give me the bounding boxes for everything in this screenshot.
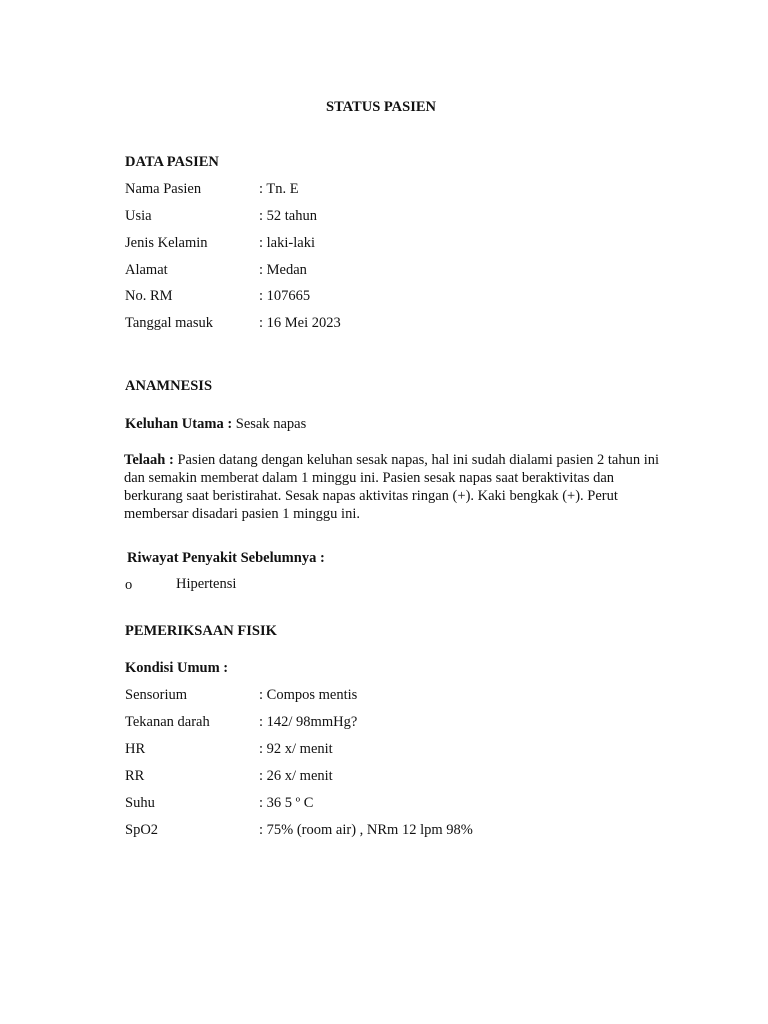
field-label: Sensorium bbox=[125, 687, 188, 703]
field-label: Jenis Kelamin bbox=[125, 235, 208, 251]
field-label: RR bbox=[125, 768, 145, 784]
telaah-text: Pasien datang dengan keluhan sesak napas, hal ini sudah dialami pasien 2 tahun ini dan semakin memberat dalam 1 minggu ini. Pasien sesak napas saat beraktivitas dan berkurang saat beristirahat. Sesak napas aktivitas ringan (+). Kaki bengkak (+). Perut membersar disadari pasien 1 minggu ini. bbox=[124, 452, 660, 522]
list-item: Hipertensi bbox=[176, 576, 237, 592]
field-value: : Tn. E bbox=[259, 181, 299, 197]
field-value: : 36 5 º C bbox=[259, 795, 314, 811]
telaah-label: Telaah : bbox=[124, 452, 174, 468]
field-value: : 26 x/ menit bbox=[259, 768, 333, 784]
field-label: No. RM bbox=[125, 288, 173, 304]
field-value: : 142/ 98mmHg? bbox=[259, 714, 358, 730]
field-value: : 75% (room air) , NRm 12 lpm 98% bbox=[259, 822, 473, 838]
pemeriksaan-heading: PEMERIKSAAN FISIK bbox=[125, 623, 277, 639]
anamnesis-heading: ANAMNESIS bbox=[125, 378, 213, 394]
data-pasien-heading: DATA PASIEN bbox=[125, 154, 219, 170]
field-label: Usia bbox=[125, 208, 152, 224]
keluhan-label: Keluhan Utama : bbox=[125, 416, 233, 432]
field-value: : 107665 bbox=[259, 288, 311, 304]
page-title: STATUS PASIEN bbox=[326, 99, 436, 115]
field-value: : laki-laki bbox=[259, 235, 315, 251]
telaah-paragraph bbox=[124, 451, 669, 523]
riwayat-heading: Riwayat Penyakit Sebelumnya : bbox=[127, 550, 325, 566]
field-label: Tekanan darah bbox=[125, 714, 210, 730]
field-label: Alamat bbox=[125, 262, 168, 278]
field-label: SpO2 bbox=[125, 822, 159, 838]
field-label: Tanggal masuk bbox=[125, 315, 213, 331]
list-bullet: o bbox=[125, 577, 133, 593]
field-value: : 16 Mei 2023 bbox=[259, 315, 341, 331]
field-label: HR bbox=[125, 741, 146, 757]
field-label: Suhu bbox=[125, 795, 155, 811]
field-value: : 92 x/ menit bbox=[259, 741, 333, 757]
keluhan-value: Sesak napas bbox=[235, 416, 307, 432]
field-value: : Medan bbox=[259, 262, 307, 278]
field-value: : Compos mentis bbox=[259, 687, 358, 703]
kondisi-umum-heading: Kondisi Umum : bbox=[125, 660, 229, 676]
field-value: : 52 tahun bbox=[259, 208, 317, 224]
keluhan-utama bbox=[125, 417, 306, 432]
field-label: Nama Pasien bbox=[125, 181, 202, 197]
